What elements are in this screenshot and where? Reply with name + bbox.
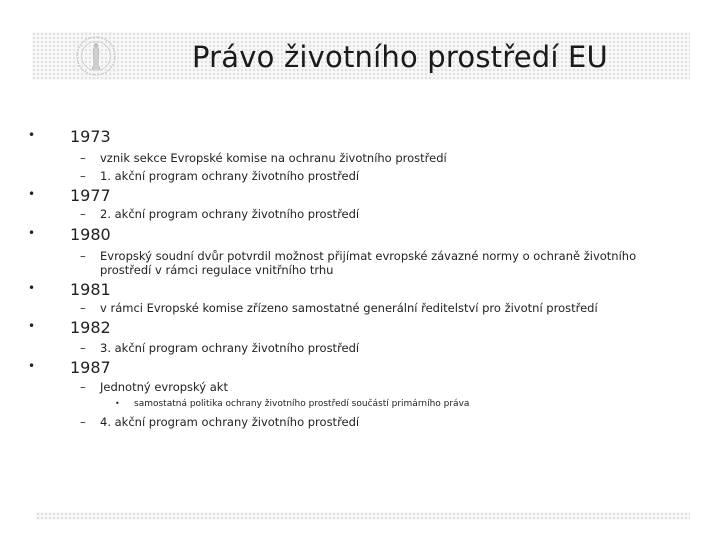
dash-icon: – — [80, 415, 86, 429]
sub-item-text: v rámci Evropské komise zřízeno samostatné generální ředitelství pro životní prostředí — [100, 301, 598, 315]
bullet-icon: • — [28, 128, 36, 142]
year-label: 1987 — [70, 358, 111, 377]
sub-item-text: 4. akční program ochrany životního prostředí — [100, 415, 360, 429]
year-label: 1981 — [70, 280, 111, 299]
bullet-icon: • — [115, 399, 120, 408]
sub-item-text: 3. akční program ochrany životního prostředí — [100, 341, 360, 355]
bullet-icon: • — [28, 319, 36, 333]
bullet-icon: • — [28, 226, 36, 240]
sub-sub-item-text: samostatná politika ochrany životního prostředí součástí primárního práva — [134, 399, 470, 409]
dash-icon: – — [80, 151, 86, 165]
dash-icon: – — [80, 249, 86, 263]
sub-item-text: 2. akční program ochrany životního prostředí — [100, 207, 360, 221]
dash-icon: – — [80, 169, 86, 183]
sub-item-text: vznik sekce Evropské komise na ochranu životního prostředí — [100, 151, 447, 165]
dash-icon: – — [80, 341, 86, 355]
sub-item-text: Evropský soudní dvůr potvrdil možnost přijímat evropské závazné normy o ochraně životního prostředí v rámci regulace vnitřního trhu — [100, 249, 637, 277]
year-label: 1982 — [70, 318, 111, 337]
year-label: 1977 — [70, 186, 111, 205]
page-title: Právo životního prostředí EU — [191, 40, 608, 74]
bullet-icon: • — [28, 359, 36, 373]
bullet-icon: • — [28, 187, 36, 201]
dash-icon: – — [80, 301, 86, 315]
year-label: 1973 — [70, 127, 111, 146]
dash-icon: – — [80, 380, 86, 394]
dash-icon: – — [80, 207, 86, 221]
footer-band — [36, 512, 690, 520]
bullet-icon: • — [28, 281, 36, 295]
year-label: 1980 — [70, 225, 111, 244]
sub-item-text: Jednotný evropský akt — [100, 380, 228, 394]
sub-item-text: 1. akční program ochrany životního prostředí — [100, 169, 360, 183]
